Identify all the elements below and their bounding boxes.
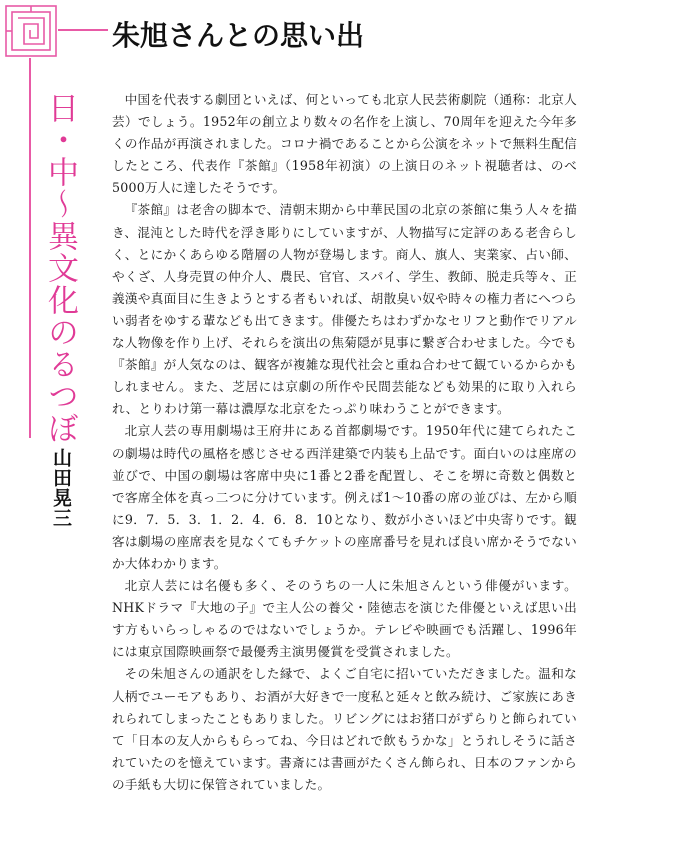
- corner-ornament: [4, 4, 58, 58]
- paragraph: 中国を代表する劇団といえば、何といっても北京人民芸術劇院（通称：北京人芸）でしょう。1952年の創立より数々の名作を上演し、70周年を迎えた今年多くの作品が再演されました。コロナ禍であることから公演をネットで無料生配信したところ、代表作『茶館』（1958年初演）の上演日のネット視聴者は、のべ5000万人に達したそうです。: [112, 92, 577, 196]
- series-title: 日・中～異文化のるつぼ: [42, 92, 78, 444]
- paragraph: 北京人芸には名優も多く、そのうちの一人に朱旭さんという俳優がいます。NHKドラマ『大地の子』で主人公の養父・陸徳志を演じた俳優といえば思い出す方もいらっしゃるのではないでしょうか。テレビや映画でも活躍し、1996年には東京国際映画祭で最優秀主演男優賞を受賞されました。: [112, 578, 577, 660]
- article-title: 朱旭さんとの思い出: [112, 19, 365, 52]
- paragraph: 北京人芸の専用劇場は王府井にある首都劇場です。1950年代に建てられたこの劇場は時代の風格を感じさせる西洋建築で内装も上品です。面白いのは座席の並びで、中国の劇場は客席中央に1番と2番を配置し、そこを堺に奇数と偶数とで客席全体を真っ二つに分けています。例えば1～10番の席の並びは、左から順に9．7．5．3．1．2．4．6．8．10となり、数が小さいほど中央寄りです。観客は劇場の座席表を見なくてもチケットの座席番号を見れば良い席かそうでないか大体わかります。: [112, 423, 577, 571]
- ornament-vertical-rule: [29, 58, 31, 438]
- author-name: 山田晃三: [50, 448, 72, 528]
- ornament-horizontal-rule: [58, 29, 108, 31]
- paragraph: その朱旭さんの通訳をした縁で、よくご自宅に招いていただきました。温和な人柄でユーモアもあり、お酒が大好きで一度私と延々と飲み続け、ご家族にあきれられてしまったこともありました。リビングにはお猪口がずらりと飾られていて「日本の友人からもらってね、今日はどれで飲もうかな」とうれしそうに話されていたのを憶えています。書斎には書画がたくさん飾られ、日本のファンからの手紙も大切に保管されていました。: [112, 666, 578, 792]
- paragraph: 『茶館』は老舎の脚本で、清朝末期から中華民国の北京の茶館に集う人々を描き、混沌とした時代を浮き彫りにしていますが、人物描写に定評のある老舎らしく、とにかくあらゆる階層の人物が登場します。商人、旗人、実業家、占い師、やくざ、人身売買の仲介人、農民、官官、スパイ、学生、教師、脱走兵等々、正義漢や真面目に生きようとする者もいれば、胡散臭い奴や時々の権力者にへつらい弱者をゆする輩なども出てきます。俳優たちはわずかなセリフと動作でリアルな人物像を作り上げ、それらを演出の焦菊隠が見事に繋ぎ合わせました。今でも『茶館』が人気なのは、観客が複雑な現代社会と重ね合わせて観ているからかもしれません。また、芝居には京劇の所作や民間芸能なども効果的に取り入れられ、とりわけ第一幕は濃厚な北京をたっぷり味わうことができます。: [112, 202, 578, 417]
- article-body: [112, 89, 577, 796]
